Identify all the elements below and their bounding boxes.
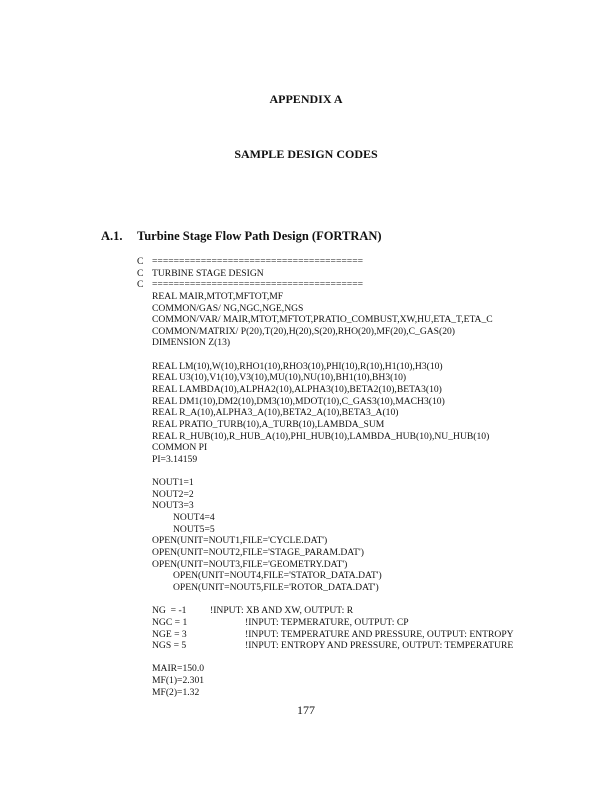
appendix-subheading: SAMPLE DESIGN CODES [234,147,378,161]
code-line: NOUT4=4 [173,512,215,524]
code-line: COMMON/GAS/ NG,NGC,NGE,NGS [152,302,304,314]
code-line: MF(2)=1.32 [152,686,200,698]
section-heading [101,229,382,244]
code-line: NGS = 5 !INPUT: ENTROPY AND PRESSURE, OUTPUT: TEMPERATURE [152,640,514,652]
code-line: NG = -1 !INPUT: XB AND XW, OUTPUT: R [152,605,354,617]
code-line: NGC = 1 !INPUT: TEPMERATURE, OUTPUT: CP [152,616,409,628]
code-line: OPEN(UNIT=NOUT4,FILE='STATOR_DATA.DAT') [173,570,382,582]
code-line: NGE = 3 !INPUT: TEMPERATURE AND PRESSURE, OUTPUT: ENTROPY [152,628,514,640]
comment-line: C ======================================= [137,256,364,267]
code-line: REAL MAIR,MTOT,MFTOT,MF [152,290,284,302]
code-line: NOUT3=3 [152,500,194,512]
code-line: MF(1)=2.301 [152,675,205,687]
code-line: REAL LAMBDA(10),ALPHA2(10),ALPHA3(10),BETA2(10),BETA3(10) [152,384,442,396]
code-line: NOUT5=5 [173,523,215,535]
code-line: REAL LM(10),W(10),RHO1(10),RHO3(10),PHI(10),R(10),H1(10),H3(10) [152,360,443,372]
code-line: PI=3.14159 [152,453,198,465]
code-line: MAIR=150.0 [152,663,205,675]
code-line: COMMON PI [152,442,208,454]
code-comment: !INPUT: ENTROPY AND PRESSURE, OUTPUT: TEMPERATURE [245,640,514,652]
code-line: REAL R_HUB(10),R_HUB_A(10),PHI_HUB(10),LAMBDA_HUB(10),NU_HUB(10) [152,430,490,442]
code-line: NOUT1=1 [152,477,194,489]
code-line: OPEN(UNIT=NOUT5,FILE='ROTOR_DATA.DAT') [173,581,379,593]
comment-line: C ======================================= [137,279,364,291]
code-comment: !INPUT: XB AND XW, OUTPUT: R [210,605,354,617]
page-number: 177 [297,703,315,717]
code-comment: !INPUT: TEPMERATURE, OUTPUT: CP [245,616,409,628]
code-line: REAL U3(10),V1(10),V3(10),MU(10),NU(10),BH1(10),BH3(10) [152,372,407,384]
code-line: COMMON/MATRIX/ P(20),T(20),H(20),S(20),RHO(20),MF(20),C_GAS(20) [152,325,455,337]
code-line: REAL R_A(10),ALPHA3_A(10),BETA2_A(10),BETA3_A(10) [152,407,399,419]
code-line: REAL DM1(10),DM2(10),DM3(10),MDOT(10),C_GAS3(10),MACH3(10) [152,395,445,407]
code-line: DIMENSION Z(13) [152,337,231,349]
code-line: OPEN(UNIT=NOUT3,FILE='GEOMETRY.DAT') [152,558,348,570]
code-line: REAL PRATIO_TURB(10),A_TURB(10),LAMBDA_SUM [152,418,385,430]
code-line: NOUT2=2 [152,488,194,500]
section-title: Turbine Stage Flow Path Design (FORTRAN) [137,229,382,243]
comment-rule: ======================================= [152,256,364,267]
comment-title: TURBINE STAGE DESIGN [152,267,264,279]
section-number: A.1. [101,229,123,243]
comment-line: C TURBINE STAGE DESIGN [137,267,264,279]
comment-rule: ======================================= [152,279,364,291]
code-comment: !INPUT: TEMPERATURE AND PRESSURE, OUTPUT: ENTROPY [245,628,514,640]
code-line: OPEN(UNIT=NOUT2,FILE='STAGE_PARAM.DAT') [152,547,364,559]
code-listing [137,256,514,698]
appendix-heading: APPENDIX A [269,92,343,106]
code-line: OPEN(UNIT=NOUT1,FILE='CYCLE.DAT') [152,535,328,547]
code-line: COMMON/VAR/ MAIR,MTOT,MFTOT,PRATIO_COMBUST,XW,HU,ETA_T,ETA_C [152,314,493,326]
